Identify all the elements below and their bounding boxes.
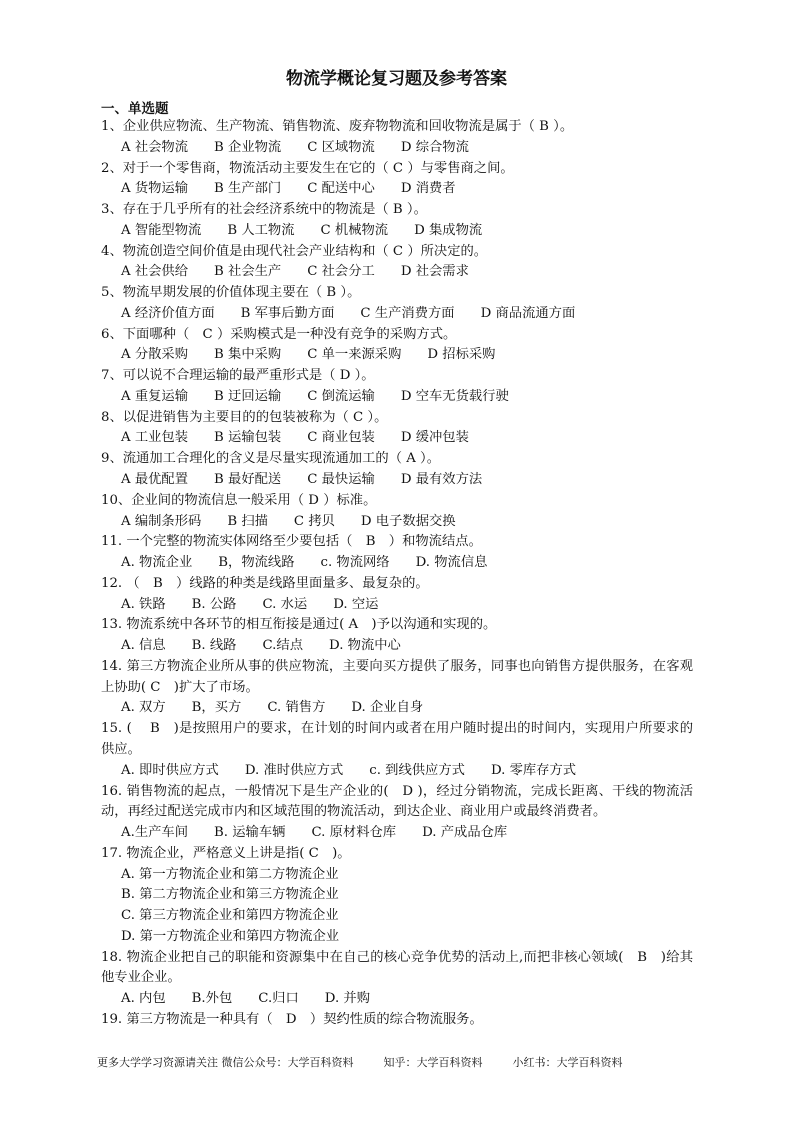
answer-option: C. 水运	[262, 596, 308, 612]
question-text: 10、企业间的物流信息一般采用（ D ）标准。	[101, 492, 377, 508]
question-item	[101, 325, 693, 367]
question-text: 18. 物流企业把自己的职能和资源集中在自己的核心竞争优势的活动上,而把非核心领域( B )给其他专业企业。	[101, 949, 693, 986]
question-text: 11. 一个完整的物流实体网络至少要包括（ B ）和物流结点。	[101, 534, 482, 550]
answer-option: C 区域物流	[307, 139, 375, 155]
answer-options	[101, 636, 693, 657]
answer-option: A.生产车间	[121, 825, 189, 841]
answer-options	[101, 387, 693, 408]
answer-options	[101, 989, 693, 1010]
answer-option: C 社会分工	[307, 264, 375, 280]
answer-option: A. 即时供应方式	[121, 762, 219, 778]
answer-options	[101, 595, 693, 616]
answer-option: c. 物流网络	[320, 555, 390, 571]
answer-option: D. 企业自身	[351, 700, 424, 716]
answer-options	[101, 553, 693, 574]
answer-option: D 招标采购	[427, 347, 496, 363]
answer-options	[101, 428, 693, 449]
question-text: 2、对于一个零售商，物流活动主要发生在它的（ C ）与零售商之间。	[101, 160, 514, 176]
question-item	[101, 574, 693, 616]
answer-options	[101, 512, 693, 533]
answer-options	[101, 470, 693, 491]
answer-option: B 生产部门	[214, 181, 282, 197]
answer-option: B 军事后勤方面	[240, 305, 335, 321]
question-item	[101, 719, 693, 781]
question-text: 13. 物流系统中各环节的相互衔接是通过( A )予以沟通和实现的。	[101, 617, 497, 633]
question-text: 17. 物流企业，严格意义上讲是指( C )。	[101, 845, 351, 861]
answer-option: D 缓冲包装	[400, 430, 469, 446]
answer-option: B 人工物流	[227, 222, 295, 238]
question-item	[101, 200, 693, 242]
answer-option: A. 铁路	[121, 596, 166, 612]
answer-option: C 最快运输	[307, 472, 375, 488]
answer-option: C 配送中心	[307, 181, 375, 197]
footer	[90, 1041, 653, 1070]
question-item	[101, 1010, 693, 1031]
question-list	[101, 117, 693, 1031]
answer-option: B 集中采购	[214, 347, 282, 363]
answer-option: A. 物流企业	[121, 555, 193, 571]
question-text: 15. ( B )是按照用户的要求，在计划的时间内或者在用户随时提出的时间内，实现用户所要求的供应。	[101, 721, 693, 757]
answer-option: B.外包	[191, 991, 233, 1007]
answer-option: D 最有效方法	[400, 472, 483, 488]
answer-options	[101, 179, 693, 200]
question-text: 5、物流早期发展的价值体现主要在（ B ）。	[101, 285, 361, 301]
answer-option: A 社会物流	[121, 139, 189, 155]
answer-option: D 空车无货载行驶	[400, 388, 509, 404]
section-heading: 一、单选题	[101, 101, 169, 117]
answer-options	[101, 823, 693, 844]
answer-option: D. 物流信息	[415, 555, 488, 571]
question-item	[101, 948, 693, 1010]
answer-option: C.归口	[258, 991, 299, 1007]
answer-option: B 最好配送	[214, 472, 282, 488]
question-text: 19. 第三方物流是一种具有（ D ）契约性质的综合物流服务。	[101, 1011, 483, 1027]
answer-option: B，买方	[191, 700, 242, 716]
answer-option: C. 第三方物流企业和第四方物流企业	[121, 908, 339, 924]
question-text: 12. （ B ）线路的种类是线路里面量多、最复杂的。	[101, 575, 429, 591]
answer-option: C. 销售方	[267, 700, 326, 716]
answer-option: C 商业包装	[307, 430, 375, 446]
answer-option: C.结点	[262, 638, 304, 654]
answer-option: C. 原材料仓库	[311, 825, 397, 841]
question-text: 8、以促进销售为主要目的的包装被称为（ C ）。	[101, 409, 388, 425]
question-text: 16. 销售物流的起点，一般情况下是生产企业的( D )，经过分销物流，完成长距离、干线的物流活动，再经过配送完成市内和区域范围的物流活动，到达企业、商业用户或最终消费者。	[101, 783, 693, 820]
question-item	[101, 657, 693, 719]
answer-option: A 智能型物流	[121, 222, 202, 238]
answer-options	[101, 345, 693, 366]
answer-option: A. 内包	[121, 991, 166, 1007]
answer-option: B 运输包装	[214, 430, 282, 446]
question-text: 7、可以说不合理运输的最严重形式是（ D ）。	[101, 368, 375, 384]
answer-option: D 社会需求	[400, 264, 469, 280]
answer-options	[101, 698, 693, 719]
answer-option: B 企业物流	[214, 139, 282, 155]
answer-option: A 最优配置	[121, 472, 189, 488]
answer-option: C 机械物流	[320, 222, 389, 238]
answer-option: A 编制条形码	[121, 513, 202, 529]
answer-options	[101, 262, 693, 283]
question-text: 1、企业供应物流、生产物流、销售物流、废弃物物流和回收物流是属于（ B ）。	[101, 119, 574, 134]
answer-option: c. 到线供应方式	[369, 762, 465, 778]
answer-option: C 倒流运输	[307, 388, 375, 404]
answer-option: D 集成物流	[414, 222, 483, 238]
question-item	[101, 491, 693, 533]
answer-options	[101, 221, 693, 242]
question-item	[101, 117, 693, 159]
question-item	[101, 449, 693, 491]
answer-option: A 工业包装	[121, 430, 189, 446]
answer-option: D 电子数据交换	[360, 513, 456, 529]
question-item	[101, 159, 693, 201]
answer-option: D. 并购	[324, 991, 371, 1007]
question-item	[101, 366, 693, 408]
answer-option: D. 产成品仓库	[422, 825, 508, 841]
answer-option: B 社会生产	[214, 264, 282, 280]
answer-option: B. 第二方物流企业和第三方物流企业	[121, 887, 339, 903]
answer-option: B. 运输车辆	[214, 825, 286, 841]
answer-option: A 社会供给	[121, 264, 189, 280]
answer-option: A 经济价值方面	[121, 305, 215, 321]
answer-option: A. 第一方物流企业和第二方物流企业	[121, 866, 339, 882]
question-item	[101, 283, 693, 325]
answer-option: A. 信息	[121, 638, 166, 654]
question-text: 14. 第三方物流企业所从事的供应物流，主要向买方提供了服务，同事也向销售方提供服务，在客观上协助( C )扩大了市场。	[101, 658, 693, 695]
question-text: 9、流通加工合理化的含义是尽量实现流通加工的（ A ）。	[101, 451, 440, 467]
answer-options	[101, 138, 693, 159]
answer-options	[101, 865, 693, 948]
footer-zhihu: 知乎：大学百科资料	[383, 1056, 483, 1069]
question-item	[101, 242, 693, 284]
question-item	[101, 408, 693, 450]
question-item	[101, 782, 693, 844]
answer-option: D 商品流通方面	[480, 305, 576, 321]
answer-options	[101, 304, 693, 325]
answer-option: D. 零库存方式	[490, 762, 577, 778]
question-item	[101, 532, 693, 574]
answer-options	[101, 761, 693, 782]
answer-option: A 重复运输	[121, 388, 189, 404]
answer-option: C 拷贝	[293, 513, 335, 529]
footer-xiaohongshu: 小红书：大学百科资料	[512, 1056, 623, 1069]
answer-option: D. 第一方物流企业和第四方物流企业	[121, 928, 340, 944]
answer-option: A. 双方	[121, 700, 166, 716]
question-text: 3、存在于几乎所有的社会经济系统中的物流是（ B ）。	[101, 202, 427, 218]
answer-option: B. 线路	[191, 638, 237, 654]
question-item	[101, 615, 693, 657]
answer-option: D 消费者	[400, 181, 456, 197]
footer-wechat: 更多大学学习资源请关注 微信公众号：大学百科资料	[97, 1056, 354, 1069]
answer-option: B. 公路	[191, 596, 237, 612]
answer-option: A 货物运输	[121, 181, 189, 197]
document-title: 物流学概论复习题及参考答案	[286, 69, 507, 89]
answer-option: C 生产消费方面	[360, 305, 455, 321]
answer-option: B 扫描	[227, 513, 268, 529]
answer-option: D 综合物流	[400, 139, 469, 155]
question-text: 4、物流创造空间价值是由现代社会产业结构和（ C ）所决定的。	[101, 243, 488, 259]
question-text: 6、下面哪种（ C ）采购模式是一种没有竞争的采购方式。	[101, 326, 457, 342]
answer-option: C 单一来源采购	[307, 347, 402, 363]
question-item	[101, 844, 693, 948]
answer-option: D. 空运	[333, 596, 379, 612]
answer-option: D. 物流中心	[329, 638, 401, 654]
answer-option: B，物流线路	[218, 555, 295, 571]
answer-option: A 分散采购	[121, 347, 189, 363]
answer-option: D. 准时供应方式	[244, 762, 344, 778]
answer-option: B 迂回运输	[214, 388, 282, 404]
